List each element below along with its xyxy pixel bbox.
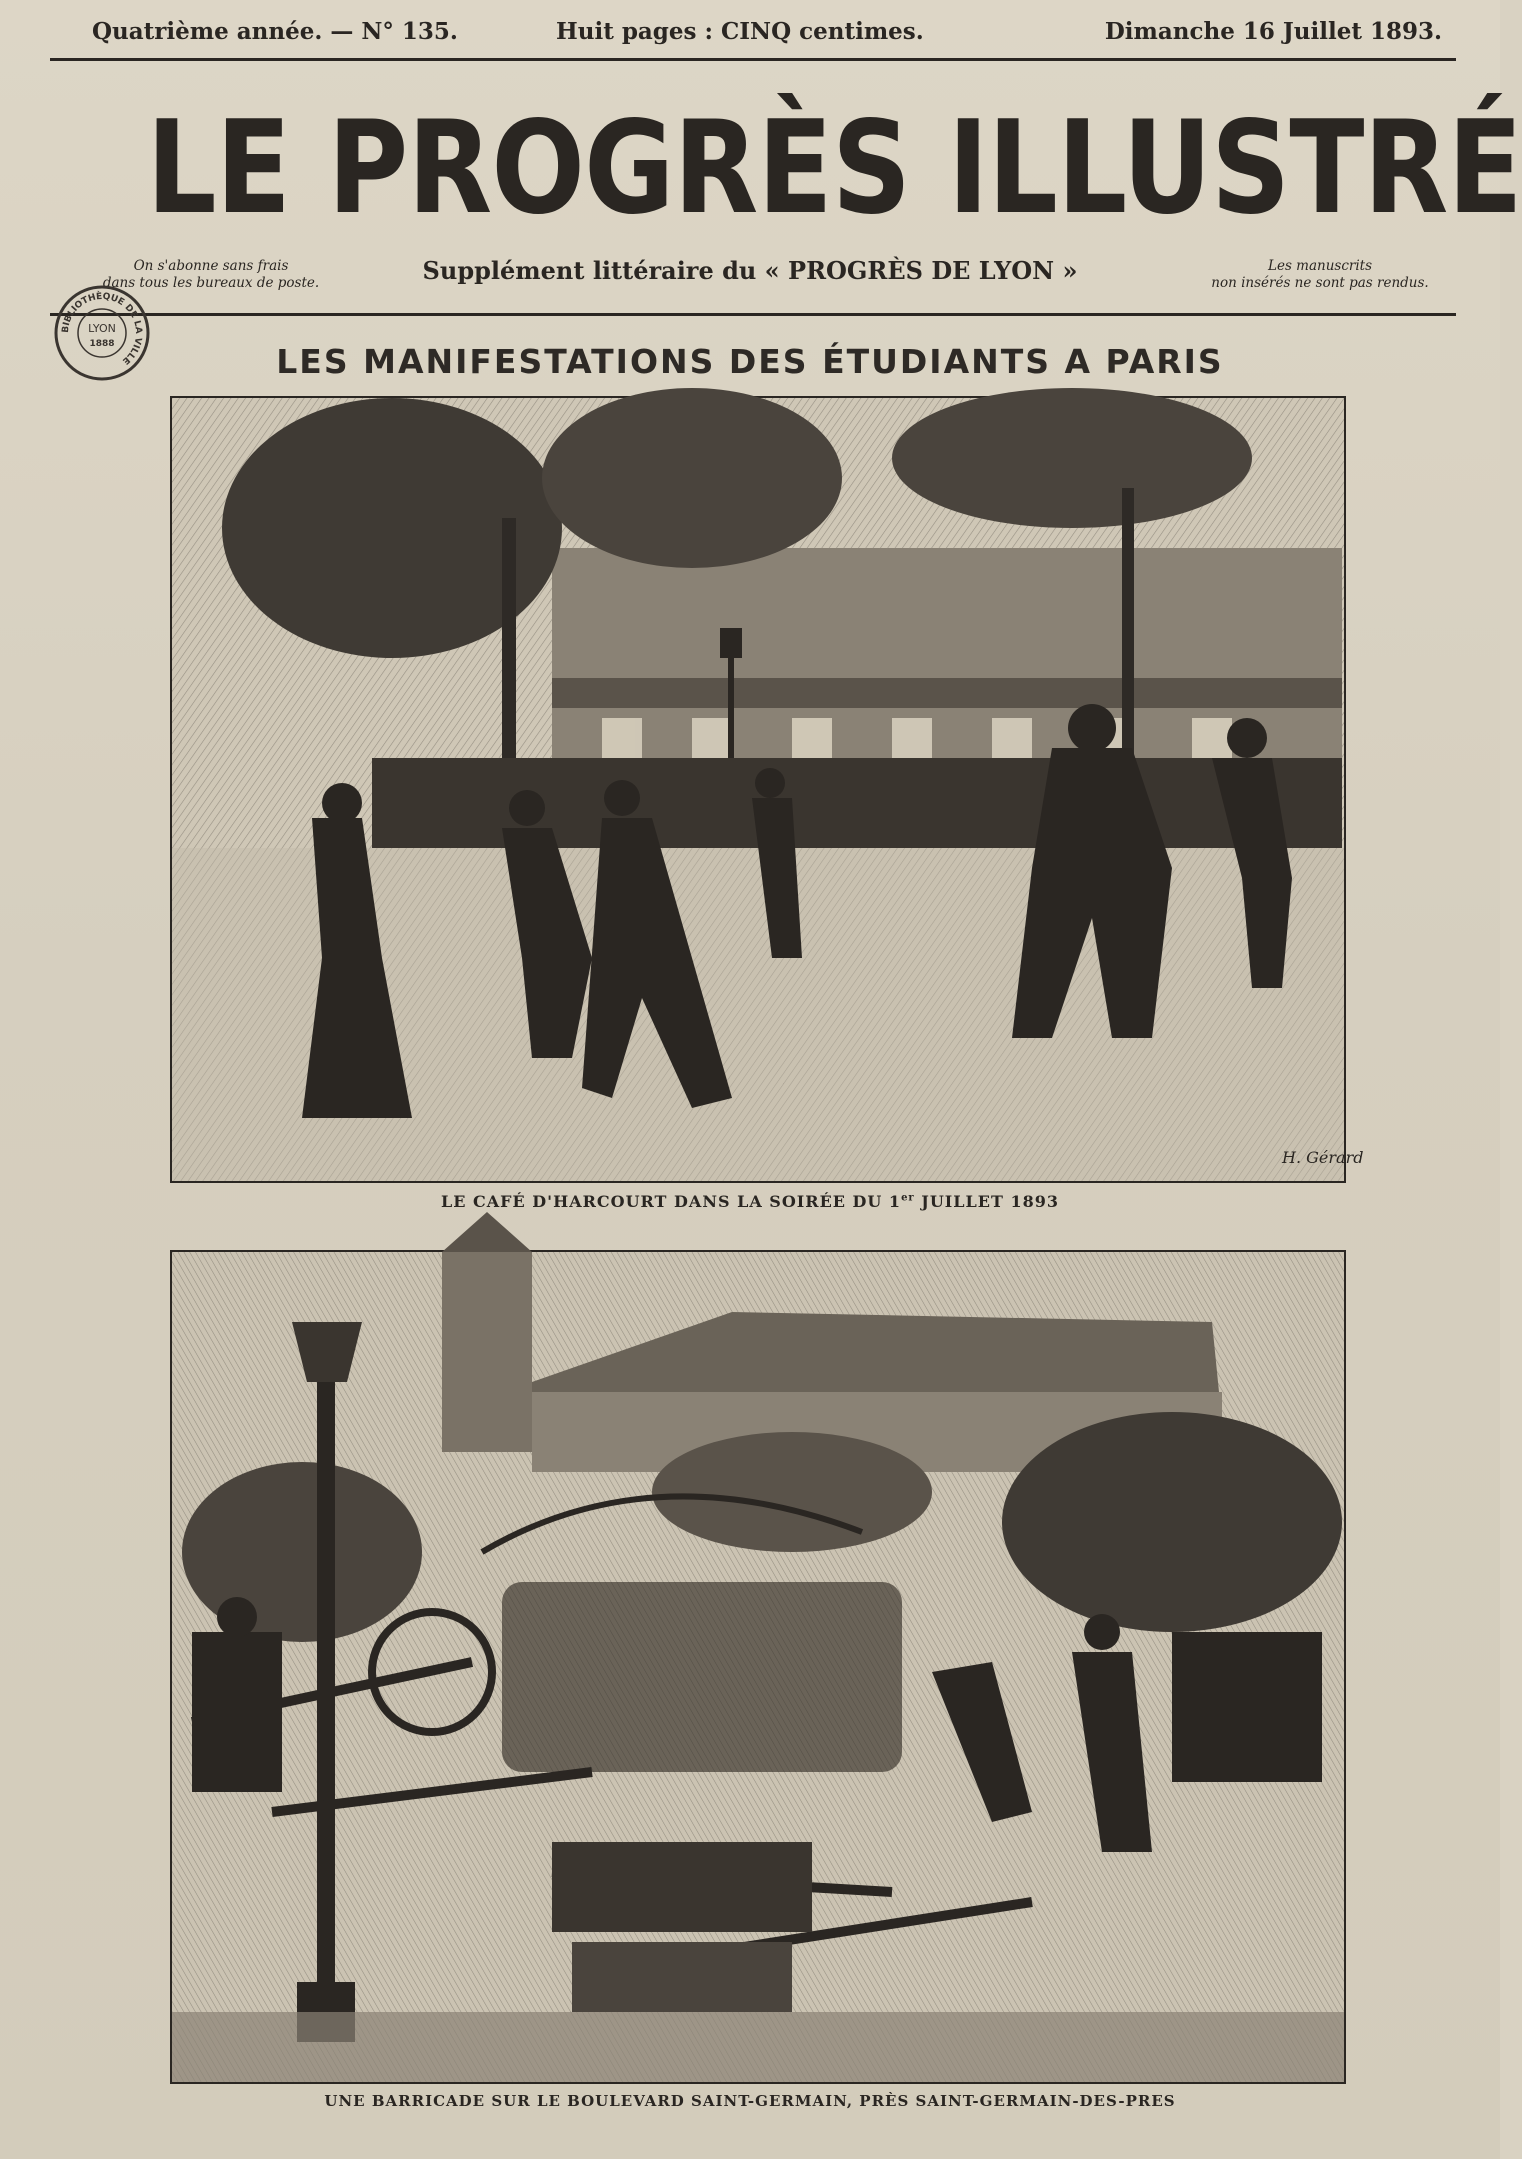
engraver-signature: H. Gérard <box>1282 1148 1364 1167</box>
stamp-city: LYON <box>88 322 116 335</box>
caption-cafe-date: JUILLET 1893 <box>914 1192 1059 1211</box>
illustration-barricade <box>170 1250 1346 2084</box>
cafe-harcourt-engraving <box>172 398 1364 1181</box>
masthead-bottom-rule <box>50 313 1456 316</box>
masthead-title: LE PROGRÈS ILLUSTRÉ <box>146 94 1522 243</box>
issue-date: Dimanche 16 Juillet 1893. <box>1104 18 1442 45</box>
caption-barricade: UNE BARRICADE SUR LE BOULEVARD SAINT-GERMAIN, PRÈS SAINT-GERMAIN-DES-PRES <box>324 2092 1176 2110</box>
manuscripts-note-line-1: Les manuscrits <box>1267 258 1373 274</box>
library-stamp <box>52 283 152 383</box>
supplement-line: Supplément littéraire du « PROGRÈS DE LYON » <box>422 256 1078 285</box>
subscription-note-line-2: dans tous les bureaux de poste. <box>102 275 320 291</box>
top-rule <box>50 58 1456 61</box>
subscription-note-line-1: On s'abonne sans frais <box>133 258 289 274</box>
main-headline: LES MANIFESTATIONS DES ÉTUDIANTS A PARIS <box>276 342 1224 381</box>
issue-number: Quatrième année. — N° 135. <box>92 18 458 45</box>
caption-cafe-superscript: er <box>901 1192 915 1204</box>
issue-info-line <box>50 18 1450 58</box>
manuscripts-note <box>1190 258 1450 292</box>
illustration-cafe-harcourt <box>170 396 1364 1183</box>
stamp-year: 1888 <box>89 339 115 349</box>
issue-price: Huit pages : CINQ centimes. <box>556 18 924 45</box>
caption-cafe-text: LE CAFÉ D'HARCOURT DANS LA SOIRÉE DU 1 <box>441 1192 902 1211</box>
caption-cafe-harcourt <box>150 1192 1350 1211</box>
stamp-ring-text: BIBLIOTHÈQUE DE LA VILLE <box>60 291 144 366</box>
barricade-engraving <box>172 1252 1344 2082</box>
manuscripts-note-line-2: non insérés ne sont pas rendus. <box>1211 275 1429 291</box>
